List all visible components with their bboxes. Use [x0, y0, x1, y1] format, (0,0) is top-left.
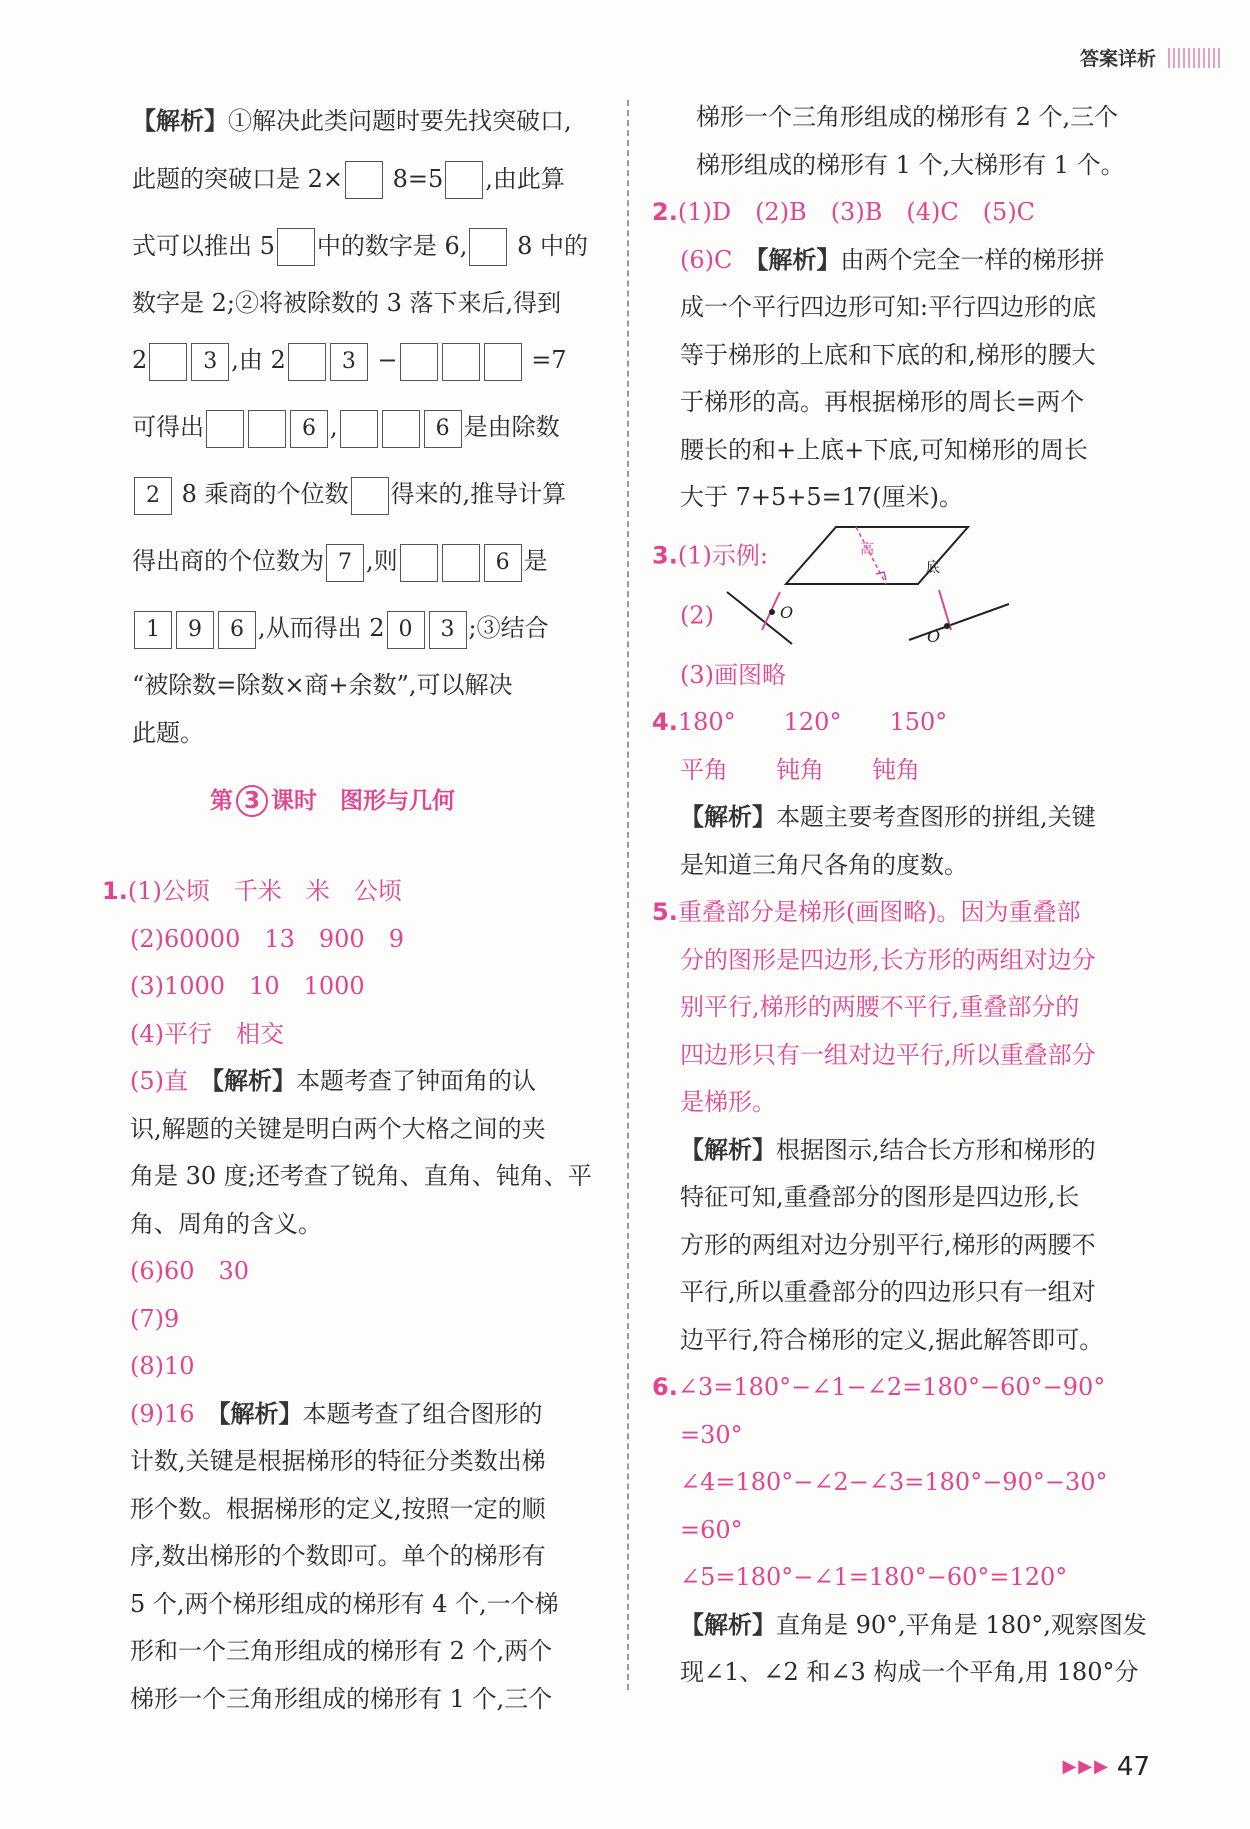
- line: 梯形一个三角形组成的梯形有 2 个,三个: [696, 103, 1119, 131]
- text: =7: [523, 346, 567, 374]
- line: 于梯形的高。再根据梯形的周长=两个: [680, 388, 1085, 416]
- question-number: 3.: [652, 541, 678, 569]
- text: 可得出: [132, 413, 204, 441]
- question-number: 4.: [652, 708, 678, 736]
- line: 现∠1、∠2 和∠3 构成一个平角,用 180°分: [680, 1658, 1139, 1686]
- answer: 重叠部分是梯形(画图略)。因为重叠部: [677, 898, 1081, 926]
- answer: (1)D (2)B (3)B (4)C (5)C: [677, 198, 1036, 226]
- answer-box: [382, 410, 420, 448]
- text: ;③结合: [468, 614, 549, 642]
- answer-box: 6: [218, 611, 256, 649]
- page-header: [1080, 44, 1220, 71]
- answer: (4)平行 相交: [130, 1019, 284, 1048]
- line: [132, 528, 602, 595]
- answer: (3)1000 10 1000: [130, 972, 365, 1000]
- answer: (2): [680, 601, 714, 629]
- point-label: O: [927, 626, 941, 646]
- answer-box: [484, 343, 522, 381]
- line: [132, 461, 602, 528]
- line: [132, 98, 602, 146]
- text: 本题考查了钟面角的认: [296, 1067, 536, 1095]
- line: [652, 189, 1162, 237]
- left-column-q1: [102, 868, 602, 1723]
- line: 形个数。根据梯形的定义,按照一定的顺: [130, 1494, 546, 1523]
- height-label: 高: [859, 541, 874, 558]
- line: [652, 1127, 1162, 1175]
- answer: =60°: [680, 1515, 743, 1544]
- text: 得来的,推导计算: [390, 480, 567, 508]
- perpendicular-figure-2: [899, 582, 1019, 652]
- answer-box: [351, 477, 389, 515]
- line: 成一个平行四边形可知:平行四边形的底: [680, 293, 1097, 321]
- line: [652, 699, 1162, 747]
- lesson-heading: [210, 782, 455, 817]
- answer: (9)16: [130, 1399, 219, 1428]
- text: 本题考查了组合图形的: [302, 1399, 543, 1428]
- perpendicular-figure-1: [722, 582, 832, 652]
- analysis-tag: 【解析】: [680, 803, 776, 831]
- text: 本题主要考查图形的拼组,关键: [776, 803, 1096, 831]
- text: 8=5: [385, 164, 444, 193]
- text: 中的数字是 6,: [316, 231, 468, 260]
- answer: ∠4=180°−∠2−∠3=180°−90°−30°: [680, 1468, 1108, 1496]
- answer-box: 9: [176, 611, 214, 649]
- line: 边平行,符合梯形的定义,据此解答即可。: [680, 1325, 1104, 1354]
- line: 梯形组成的梯形有 1 个,大梯形有 1 个。: [696, 150, 1125, 179]
- answer: ∠5=180°−∠1=180°−60°=120°: [680, 1563, 1068, 1591]
- answer-box: 3: [429, 611, 467, 649]
- answer: 平角 钝角 钝角: [680, 755, 920, 784]
- text: −: [369, 346, 398, 374]
- answer: (6)60 30: [130, 1257, 250, 1285]
- text: ,从而得出 2: [258, 614, 385, 642]
- line: [652, 237, 1162, 285]
- answer-box: [149, 343, 187, 381]
- lesson-prefix: 第: [210, 788, 233, 814]
- line: 是知道三角尺各角的度数。: [680, 850, 968, 879]
- line: [132, 394, 602, 461]
- left-column: [132, 98, 602, 757]
- answer: (5)直: [130, 1067, 212, 1095]
- line: [102, 1058, 602, 1106]
- text: 得出商的个位数为: [132, 547, 324, 575]
- page-arrows: ▶▶▶: [1062, 1756, 1110, 1777]
- answer-box: 7: [326, 544, 364, 582]
- line: 腰长的和+上底+下底,可知梯形的周长: [680, 435, 1088, 464]
- line: 形和一个三角形组成的梯形有 2 个,两个: [130, 1637, 553, 1665]
- text: ,则: [366, 547, 398, 575]
- line: [652, 522, 1162, 582]
- answer: (7)9: [130, 1304, 180, 1333]
- line: [652, 1364, 1162, 1412]
- line: 方形的两组对边分别平行,梯形的两腰不: [680, 1230, 1096, 1259]
- answer: 别平行,梯形的两腰不平行,重叠部分的: [680, 993, 1080, 1021]
- answer-box: [288, 343, 326, 381]
- answer-box: [345, 161, 383, 199]
- column-divider: [627, 100, 629, 1690]
- answer-box: 0: [387, 611, 425, 649]
- line: 特征可知,重叠部分的图形是四边形,长: [680, 1183, 1080, 1211]
- analysis-tag: 【解析】: [212, 1067, 296, 1095]
- line: “被除数=除数×商+余数”,可以解决: [132, 671, 513, 699]
- line: 平行,所以重叠部分的四边形只有一组对: [680, 1278, 1096, 1306]
- analysis-tag: 【解析】: [680, 1135, 776, 1164]
- line: [132, 595, 602, 662]
- base-label: 底: [925, 559, 940, 576]
- line: 计数,关键是根据梯形的特征分类数出梯: [130, 1447, 546, 1475]
- answer-box: [277, 228, 315, 266]
- line: 识,解题的关键是明白两个大格之间的夹: [130, 1114, 546, 1143]
- question-number: 1.: [102, 877, 128, 905]
- line: [132, 146, 602, 213]
- line: 数字是 2;②将被除数的 3 落下来后,得到: [132, 288, 562, 317]
- question-number: 5.: [652, 898, 678, 926]
- answer: 180° 120° 150°: [677, 708, 948, 736]
- answer-box: [340, 410, 378, 448]
- header-title: 答案详析: [1079, 48, 1156, 70]
- line: 角、周角的含义。: [130, 1209, 322, 1238]
- answer: (1)公顷 千米 米 公顷: [127, 877, 402, 905]
- answer-box: 6: [290, 410, 328, 448]
- line: [102, 1391, 602, 1439]
- text: ,由此算: [485, 164, 565, 193]
- point-label: O: [779, 602, 793, 622]
- line: [132, 327, 602, 394]
- answer-box: 3: [330, 343, 368, 381]
- analysis-tag: 【解析】: [218, 1399, 303, 1428]
- analysis-tag: 【解析】: [756, 245, 841, 274]
- lesson-number: 3: [236, 785, 268, 817]
- analysis-tag: 【解析】: [680, 1610, 776, 1639]
- answer-box: 6: [424, 410, 462, 448]
- answer-box: [400, 544, 438, 582]
- right-column: [652, 94, 1162, 1697]
- answer: (1)示例:: [677, 541, 768, 569]
- text: 此题的突破口是 2×: [132, 164, 344, 193]
- answer: ∠3=180°−∠1−∠2=180°−60°−90°: [677, 1373, 1106, 1401]
- answer-box: 1: [134, 611, 172, 649]
- line: [102, 868, 602, 916]
- answer-box: [248, 410, 286, 448]
- text: ,由 2: [231, 346, 286, 374]
- line: 5 个,两个梯形组成的梯形有 4 个,一个梯: [130, 1589, 559, 1618]
- answer: (2)60000 13 900 9: [130, 924, 404, 953]
- question-number: 2.: [652, 198, 678, 226]
- header-decoration: [1168, 48, 1220, 68]
- text: 8 乘商的个位数: [174, 480, 349, 508]
- answer: 是梯形。: [680, 1088, 776, 1116]
- analysis-tag: 【解析】: [132, 107, 228, 135]
- line: 大于 7+5+5=17(厘米)。: [680, 483, 964, 511]
- line: [652, 889, 1162, 937]
- answer-box: [400, 343, 438, 381]
- text: ①解决此类问题时要先找突破口,: [228, 107, 572, 135]
- answer-box: 3: [191, 343, 229, 381]
- line: 梯形一个三角形组成的梯形有 1 个,三个: [130, 1684, 553, 1713]
- answer-box: [442, 544, 480, 582]
- text: 是: [523, 547, 548, 575]
- text: 直角是 90°,平角是 180°,观察图发: [776, 1610, 1147, 1639]
- answer: 四边形只有一组对边平行,所以重叠部分: [680, 1040, 1096, 1069]
- answer-box: [469, 228, 507, 266]
- text: 8 中的: [509, 231, 588, 260]
- answer: =30°: [680, 1420, 743, 1449]
- text: ,: [330, 413, 338, 441]
- text: 式可以推出 5: [132, 231, 275, 260]
- text: 根据图示,结合长方形和梯形的: [776, 1135, 1096, 1164]
- lesson-title: 课时 图形与几何: [271, 788, 455, 814]
- text: 2: [132, 346, 148, 374]
- line: 序,数出梯形的个数即可。单个的梯形有: [130, 1542, 546, 1570]
- line: [652, 794, 1162, 842]
- line: [132, 213, 602, 280]
- line: 等于梯形的上底和下底的和,梯形的腰大: [680, 340, 1096, 369]
- line: 此题。: [132, 718, 204, 747]
- answer-box: [442, 343, 480, 381]
- answer: (6)C: [680, 245, 757, 274]
- page-number: 47: [1116, 1752, 1150, 1782]
- line: [652, 582, 1162, 652]
- line: [652, 1602, 1162, 1650]
- answer-box: [445, 161, 483, 199]
- line: 角是 30 度;还考查了锐角、直角、钝角、平: [130, 1162, 592, 1190]
- answer: (8)10: [130, 1352, 195, 1380]
- answer-box: [206, 410, 244, 448]
- question-number: 6.: [652, 1373, 678, 1401]
- answer-box: 6: [484, 544, 522, 582]
- text: 是由除数: [463, 413, 560, 441]
- answer: (3)画图略: [680, 660, 786, 689]
- text: 由两个完全一样的梯形拼: [840, 245, 1105, 274]
- answer: 分的图形是四边形,长方形的两组对边分: [680, 945, 1096, 974]
- answer-box: 2: [134, 477, 172, 515]
